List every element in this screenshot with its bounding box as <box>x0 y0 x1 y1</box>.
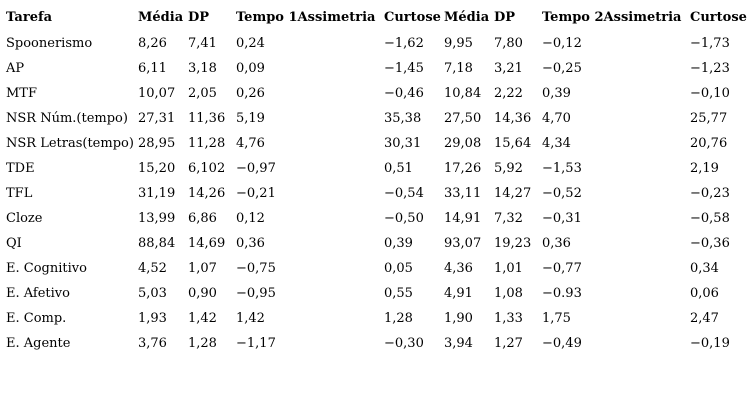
cell-dp-t1: 1,42 <box>188 311 217 326</box>
cell-tarefa: TFL <box>6 186 33 201</box>
cell-tarefa: NSR Núm.(tempo) <box>6 111 128 126</box>
cell-dp-t1: 7,41 <box>188 36 217 51</box>
header-tempo1-assimetria: Tempo 1Assimetria <box>236 10 376 25</box>
cell-tarefa: E. Agente <box>6 336 71 351</box>
cell-assimetria-t1: 0,24 <box>236 36 265 51</box>
table-row <box>2 31 754 56</box>
cell-media-t2: 33,11 <box>444 186 482 201</box>
cell-dp-t1: 14,69 <box>188 236 226 251</box>
cell-assimetria-t2: 4,34 <box>542 136 571 151</box>
table-row <box>2 56 754 81</box>
cell-media-t2: 93,07 <box>444 236 482 251</box>
cell-assimetria-t2: 4,70 <box>542 111 571 126</box>
cell-dp-t2: 5,92 <box>494 161 523 176</box>
cell-curtose-t1: 1,28 <box>384 311 413 326</box>
cell-media-t1: 13,99 <box>138 211 176 226</box>
cell-assimetria-t1: 0,12 <box>236 211 265 226</box>
cell-media-t1: 15,20 <box>138 161 176 176</box>
cell-assimetria-t2: −0,31 <box>542 211 582 226</box>
cell-assimetria-t1: −1,17 <box>236 336 276 351</box>
cell-curtose-t1: 30,31 <box>384 136 422 151</box>
cell-assimetria-t1: −0,75 <box>236 261 276 276</box>
cell-dp-t1: 11,28 <box>188 136 226 151</box>
cell-dp-t2: 1,08 <box>494 286 523 301</box>
cell-assimetria-t1: 0,09 <box>236 61 265 76</box>
cell-dp-t2: 1,27 <box>494 336 523 351</box>
cell-curtose-t2: −0,10 <box>690 86 730 101</box>
cell-tarefa: Spoonerismo <box>6 36 93 51</box>
cell-curtose-t1: 0,05 <box>384 261 413 276</box>
cell-assimetria-t2: −0,25 <box>542 61 582 76</box>
cell-media-t1: 10,07 <box>138 86 176 101</box>
cell-media-t2: 29,08 <box>444 136 482 151</box>
table-row <box>2 231 754 256</box>
header-row <box>2 4 754 31</box>
cell-dp-t1: 11,36 <box>188 111 226 126</box>
cell-assimetria-t2: −0.93 <box>542 286 582 301</box>
cell-tarefa: E. Comp. <box>6 311 67 326</box>
cell-assimetria-t2: −0,12 <box>542 36 582 51</box>
cell-assimetria-t2: 1,75 <box>542 311 571 326</box>
cell-assimetria-t1: 1,42 <box>236 311 265 326</box>
cell-curtose-t2: 2,47 <box>690 311 719 326</box>
cell-curtose-t2: 25,77 <box>690 111 728 126</box>
cell-tarefa: E. Cognitivo <box>6 261 87 276</box>
cell-curtose-t2: −1,73 <box>690 36 730 51</box>
table-row <box>2 306 754 331</box>
cell-dp-t1: 2,05 <box>188 86 217 101</box>
cell-dp-t1: 6,86 <box>188 211 217 226</box>
cell-dp-t2: 1,01 <box>494 261 523 276</box>
cell-tarefa: AP <box>6 61 25 76</box>
cell-curtose-t1: −0,54 <box>384 186 424 201</box>
table-row <box>2 131 754 156</box>
cell-dp-t2: 14,27 <box>494 186 532 201</box>
cell-dp-t1: 0,90 <box>188 286 217 301</box>
header-curtose-t2: Curtose <box>690 10 747 25</box>
cell-tarefa: Cloze <box>6 211 43 226</box>
cell-dp-t1: 3,18 <box>188 61 217 76</box>
cell-assimetria-t1: 0,36 <box>236 236 265 251</box>
cell-curtose-t1: 0,51 <box>384 161 413 176</box>
cell-curtose-t2: −0,19 <box>690 336 730 351</box>
cell-curtose-t2: 2,19 <box>690 161 719 176</box>
table-row <box>2 331 754 356</box>
cell-media-t1: 27,31 <box>138 111 176 126</box>
cell-curtose-t1: −0,46 <box>384 86 424 101</box>
cell-media-t2: 3,94 <box>444 336 473 351</box>
cell-curtose-t2: −0,36 <box>690 236 730 251</box>
table-row <box>2 206 754 231</box>
statistics-table <box>2 4 754 356</box>
cell-media-t2: 1,90 <box>444 311 473 326</box>
table-row <box>2 281 754 306</box>
cell-assimetria-t2: −1,53 <box>542 161 582 176</box>
cell-curtose-t1: −0,30 <box>384 336 424 351</box>
table-row <box>2 156 754 181</box>
cell-curtose-t2: −1,23 <box>690 61 730 76</box>
cell-dp-t2: 15,64 <box>494 136 532 151</box>
cell-assimetria-t2: −0,77 <box>542 261 582 276</box>
cell-curtose-t1: 35,38 <box>384 111 422 126</box>
cell-dp-t2: 1,33 <box>494 311 523 326</box>
cell-curtose-t1: 0,55 <box>384 286 413 301</box>
cell-dp-t1: 1,28 <box>188 336 217 351</box>
cell-media-t1: 4,52 <box>138 261 167 276</box>
cell-assimetria-t2: −0,49 <box>542 336 582 351</box>
cell-assimetria-t1: −0,97 <box>236 161 276 176</box>
cell-media-t2: 7,18 <box>444 61 473 76</box>
cell-media-t1: 5,03 <box>138 286 167 301</box>
cell-dp-t2: 7,80 <box>494 36 523 51</box>
cell-curtose-t1: −0,50 <box>384 211 424 226</box>
cell-curtose-t2: −0,58 <box>690 211 730 226</box>
header-tarefa: Tarefa <box>6 10 52 25</box>
cell-media-t1: 28,95 <box>138 136 176 151</box>
cell-media-t2: 10,84 <box>444 86 482 101</box>
cell-media-t2: 14,91 <box>444 211 482 226</box>
cell-tarefa: TDE <box>6 161 35 176</box>
cell-assimetria-t2: −0,52 <box>542 186 582 201</box>
cell-assimetria-t2: 0,39 <box>542 86 571 101</box>
cell-dp-t1: 1,07 <box>188 261 217 276</box>
cell-media-t1: 1,93 <box>138 311 167 326</box>
header-curtose-t1: Curtose <box>384 10 441 25</box>
cell-curtose-t2: −0,23 <box>690 186 730 201</box>
cell-media-t1: 31,19 <box>138 186 176 201</box>
table-row <box>2 181 754 206</box>
cell-assimetria-t1: −0,21 <box>236 186 276 201</box>
cell-media-t2: 4,91 <box>444 286 473 301</box>
header-media-t1: Média <box>138 10 184 25</box>
cell-assimetria-t1: 5,19 <box>236 111 265 126</box>
cell-media-t1: 6,11 <box>138 61 167 76</box>
cell-dp-t2: 19,23 <box>494 236 532 251</box>
cell-dp-t1: 6,102 <box>188 161 226 176</box>
cell-assimetria-t2: 0,36 <box>542 236 571 251</box>
table-row <box>2 256 754 281</box>
cell-media-t2: 4,36 <box>444 261 473 276</box>
cell-curtose-t1: −1,45 <box>384 61 424 76</box>
cell-curtose-t2: 20,76 <box>690 136 728 151</box>
cell-curtose-t2: 0,06 <box>690 286 719 301</box>
cell-curtose-t1: −1,62 <box>384 36 424 51</box>
header-tempo2-assimetria: Tempo 2Assimetria <box>542 10 682 25</box>
table-body <box>2 31 754 356</box>
cell-assimetria-t1: 4,76 <box>236 136 265 151</box>
cell-dp-t2: 7,32 <box>494 211 523 226</box>
cell-assimetria-t1: −0,95 <box>236 286 276 301</box>
cell-dp-t2: 2,22 <box>494 86 523 101</box>
table-row <box>2 106 754 131</box>
header-dp-t2: DP <box>494 10 516 25</box>
cell-media-t1: 88,84 <box>138 236 176 251</box>
cell-tarefa: E. Afetivo <box>6 286 70 301</box>
table-row <box>2 81 754 106</box>
cell-tarefa: MTF <box>6 86 38 101</box>
cell-media-t1: 3,76 <box>138 336 167 351</box>
cell-media-t2: 27,50 <box>444 111 482 126</box>
cell-dp-t2: 14,36 <box>494 111 532 126</box>
cell-tarefa: QI <box>6 236 22 251</box>
header-media-t2: Média <box>444 10 490 25</box>
cell-assimetria-t1: 0,26 <box>236 86 265 101</box>
cell-curtose-t2: 0,34 <box>690 261 719 276</box>
cell-dp-t1: 14,26 <box>188 186 226 201</box>
header-dp-t1: DP <box>188 10 210 25</box>
cell-media-t2: 17,26 <box>444 161 482 176</box>
cell-media-t2: 9,95 <box>444 36 473 51</box>
cell-curtose-t1: 0,39 <box>384 236 413 251</box>
cell-tarefa: NSR Letras(tempo) <box>6 136 134 151</box>
cell-media-t1: 8,26 <box>138 36 167 51</box>
cell-dp-t2: 3,21 <box>494 61 523 76</box>
